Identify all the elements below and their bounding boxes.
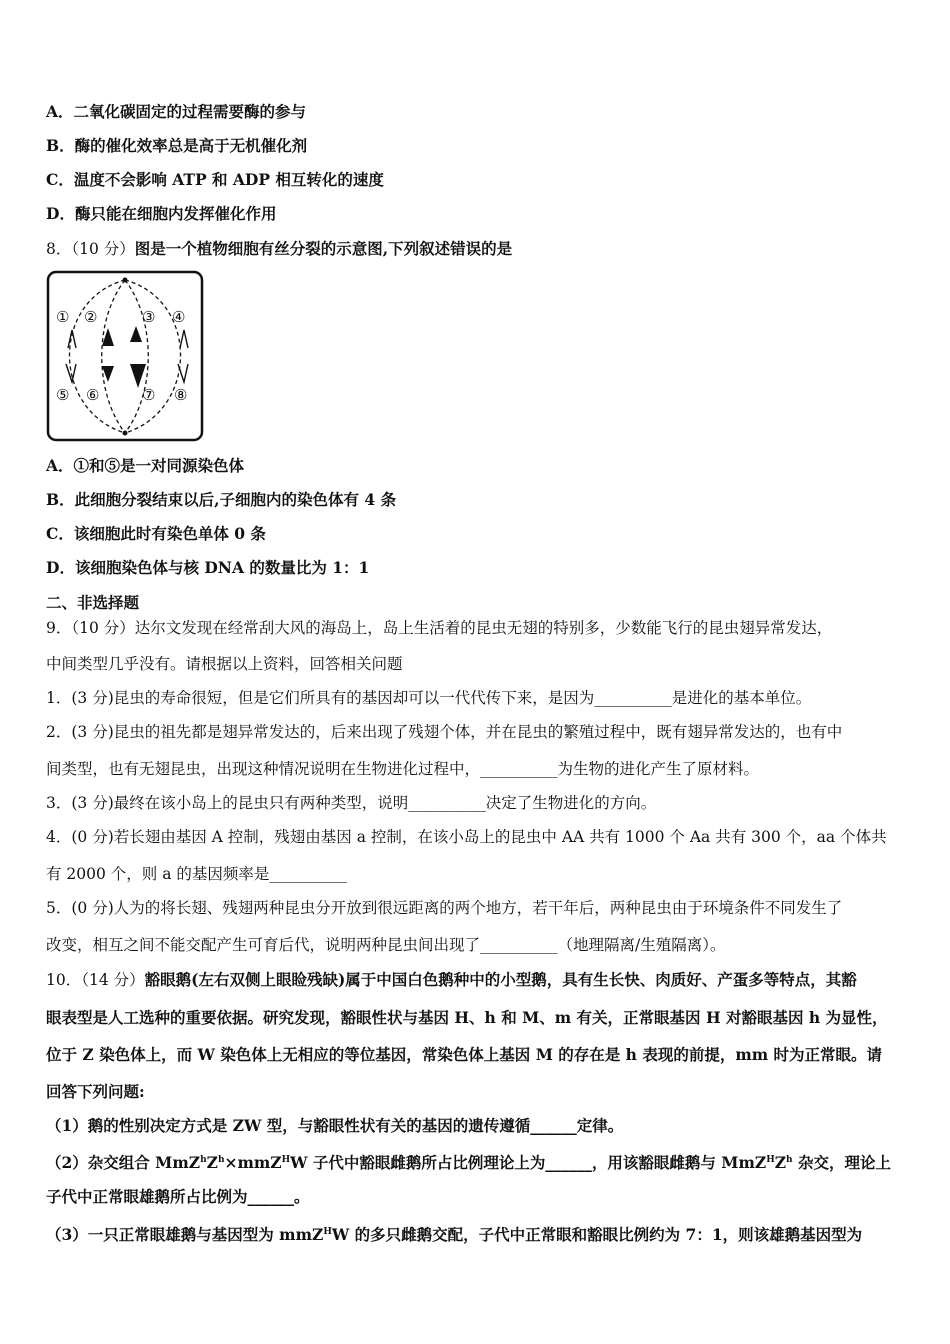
q10-part-1: （1）鹅的性别决定方式是 ZW 型，与豁眼性状有关的基因的遗传遵循______定律。 xyxy=(46,1116,624,1135)
label-8: ⑧ xyxy=(174,386,188,404)
q9-intro-2: 中间类型几乎没有。请根据以上资料，回答相关问题 xyxy=(46,655,403,673)
q10-line-3: 位于 Z 染色体上，而 W 染色体上无相应的等位基因，常染色体上基因 M 的存在是 h 表现的前提，mm 时为正常眼。请 xyxy=(46,1045,883,1064)
q9-sub-4b: 有 2000 个，则 a 的基因频率是__________ xyxy=(46,865,347,883)
label-3: ③ xyxy=(142,308,156,326)
q10-part-3: （3）一只正常眼雄鹅与基因型为 mmZ$^H$W 的多只雌鹅交配，子代中正常眼和豁眼比例约为 7：1，则该雄鹅基因型为 xyxy=(46,1225,863,1245)
q8-option-b: B．此细胞分裂结束以后,子细胞内的染色体有 4 条 xyxy=(46,490,397,509)
q9-intro-1: 9．（10 分）达尔文发现在经常刮大风的海岛上，岛上生活着的昆虫无翅的特别多，少数能飞行的昆虫翅异常发达， xyxy=(46,619,833,637)
q10-part-2: （2）杂交组合 $MmZ^hZ^h\times mmZ^HW$ 子代中豁眼雌鹅所占比例理论上为______，用该豁眼雌鹅与 $MmZ^HZ^h$ 杂交，理论上 xyxy=(46,1153,891,1173)
q10-line-1: 10．（14 分）豁眼鹅(左右双侧上眼睑残缺)属于中国白色鹅种中的小型鹅，具有生长快、肉质好、产蛋多等特点，其豁 xyxy=(46,970,857,989)
mitosis-diagram xyxy=(46,270,204,442)
q7-option-d: D．酶只能在细胞内发挥催化作用 xyxy=(46,204,277,223)
q9-sub-5b: 改变，相互之间不能交配产生可育后代，说明两种昆虫间出现了__________（地理隔离/生殖隔离）。 xyxy=(46,936,726,954)
q9-sub-4a: 4．(0 分)若长翅由基因 A 控制，残翅由基因 a 控制，在该小岛上的昆虫中 AA 共有 1000 个 Aa 共有 300 个，aa 个体共 xyxy=(46,828,887,846)
label-5: ⑤ xyxy=(56,386,70,404)
q8-option-d: D．该细胞染色体与核 DNA 的数量比为 1：1 xyxy=(46,558,370,577)
q7-option-c: C．温度不会影响 ATP 和 ADP 相互转化的速度 xyxy=(46,170,384,189)
q9-sub-2b: 间类型，也有无翅昆虫，出现这种情况说明在生物进化过程中，__________为生物的进化产生了原材料。 xyxy=(46,760,760,778)
label-7: ⑦ xyxy=(142,386,156,404)
q8-option-c: C．该细胞此时有染色单体 0 条 xyxy=(46,524,266,543)
q10-line-2: 眼表型是人工选种的重要依据。研究发现，豁眼性状与基因 H、h 和 M、m 有关，正常眼基因 H 对豁眼基因 h 为显性， xyxy=(46,1008,888,1027)
q7-option-a: A．二氧化碳固定的过程需要酶的参与 xyxy=(46,102,307,121)
q10-part-2b: 子代中正常眼雄鹅所占比例为______。 xyxy=(46,1187,310,1206)
section-title: 二、非选择题 xyxy=(46,593,140,612)
label-6: ⑥ xyxy=(86,386,100,404)
label-1: ① xyxy=(56,308,70,326)
q7-option-b: B．酶的催化效率总是高于无机催化剂 xyxy=(46,136,308,155)
label-2: ② xyxy=(84,308,98,326)
q9-sub-5a: 5．(0 分)人为的将长翅、残翅两种昆虫分开放到很远距离的两个地方，若干年后，两种昆虫由于环境条件不同发生了 xyxy=(46,899,843,917)
label-4: ④ xyxy=(172,308,186,326)
q8-option-a: A．①和⑤是一对同源染色体 xyxy=(46,456,245,475)
q8-stem: 8．（10 分）图是一个植物细胞有丝分裂的示意图,下列叙述错误的是 xyxy=(46,239,513,258)
q10-line-4: 回答下列问题: xyxy=(46,1082,145,1101)
q9-sub-1: 1．(3 分)昆虫的寿命很短，但是它们所具有的基因却可以一代代传下来，是因为__________是进化的基本单位。 xyxy=(46,689,812,707)
q9-sub-3: 3．(3 分)最终在该小岛上的昆虫只有两种类型，说明__________决定了生物进化的方向。 xyxy=(46,794,657,812)
q9-sub-2a: 2．(3 分)昆虫的祖先都是翅异常发达的，后来出现了残翅个体，并在昆虫的繁殖过程中，既有翅异常发达的，也有中 xyxy=(46,723,843,741)
